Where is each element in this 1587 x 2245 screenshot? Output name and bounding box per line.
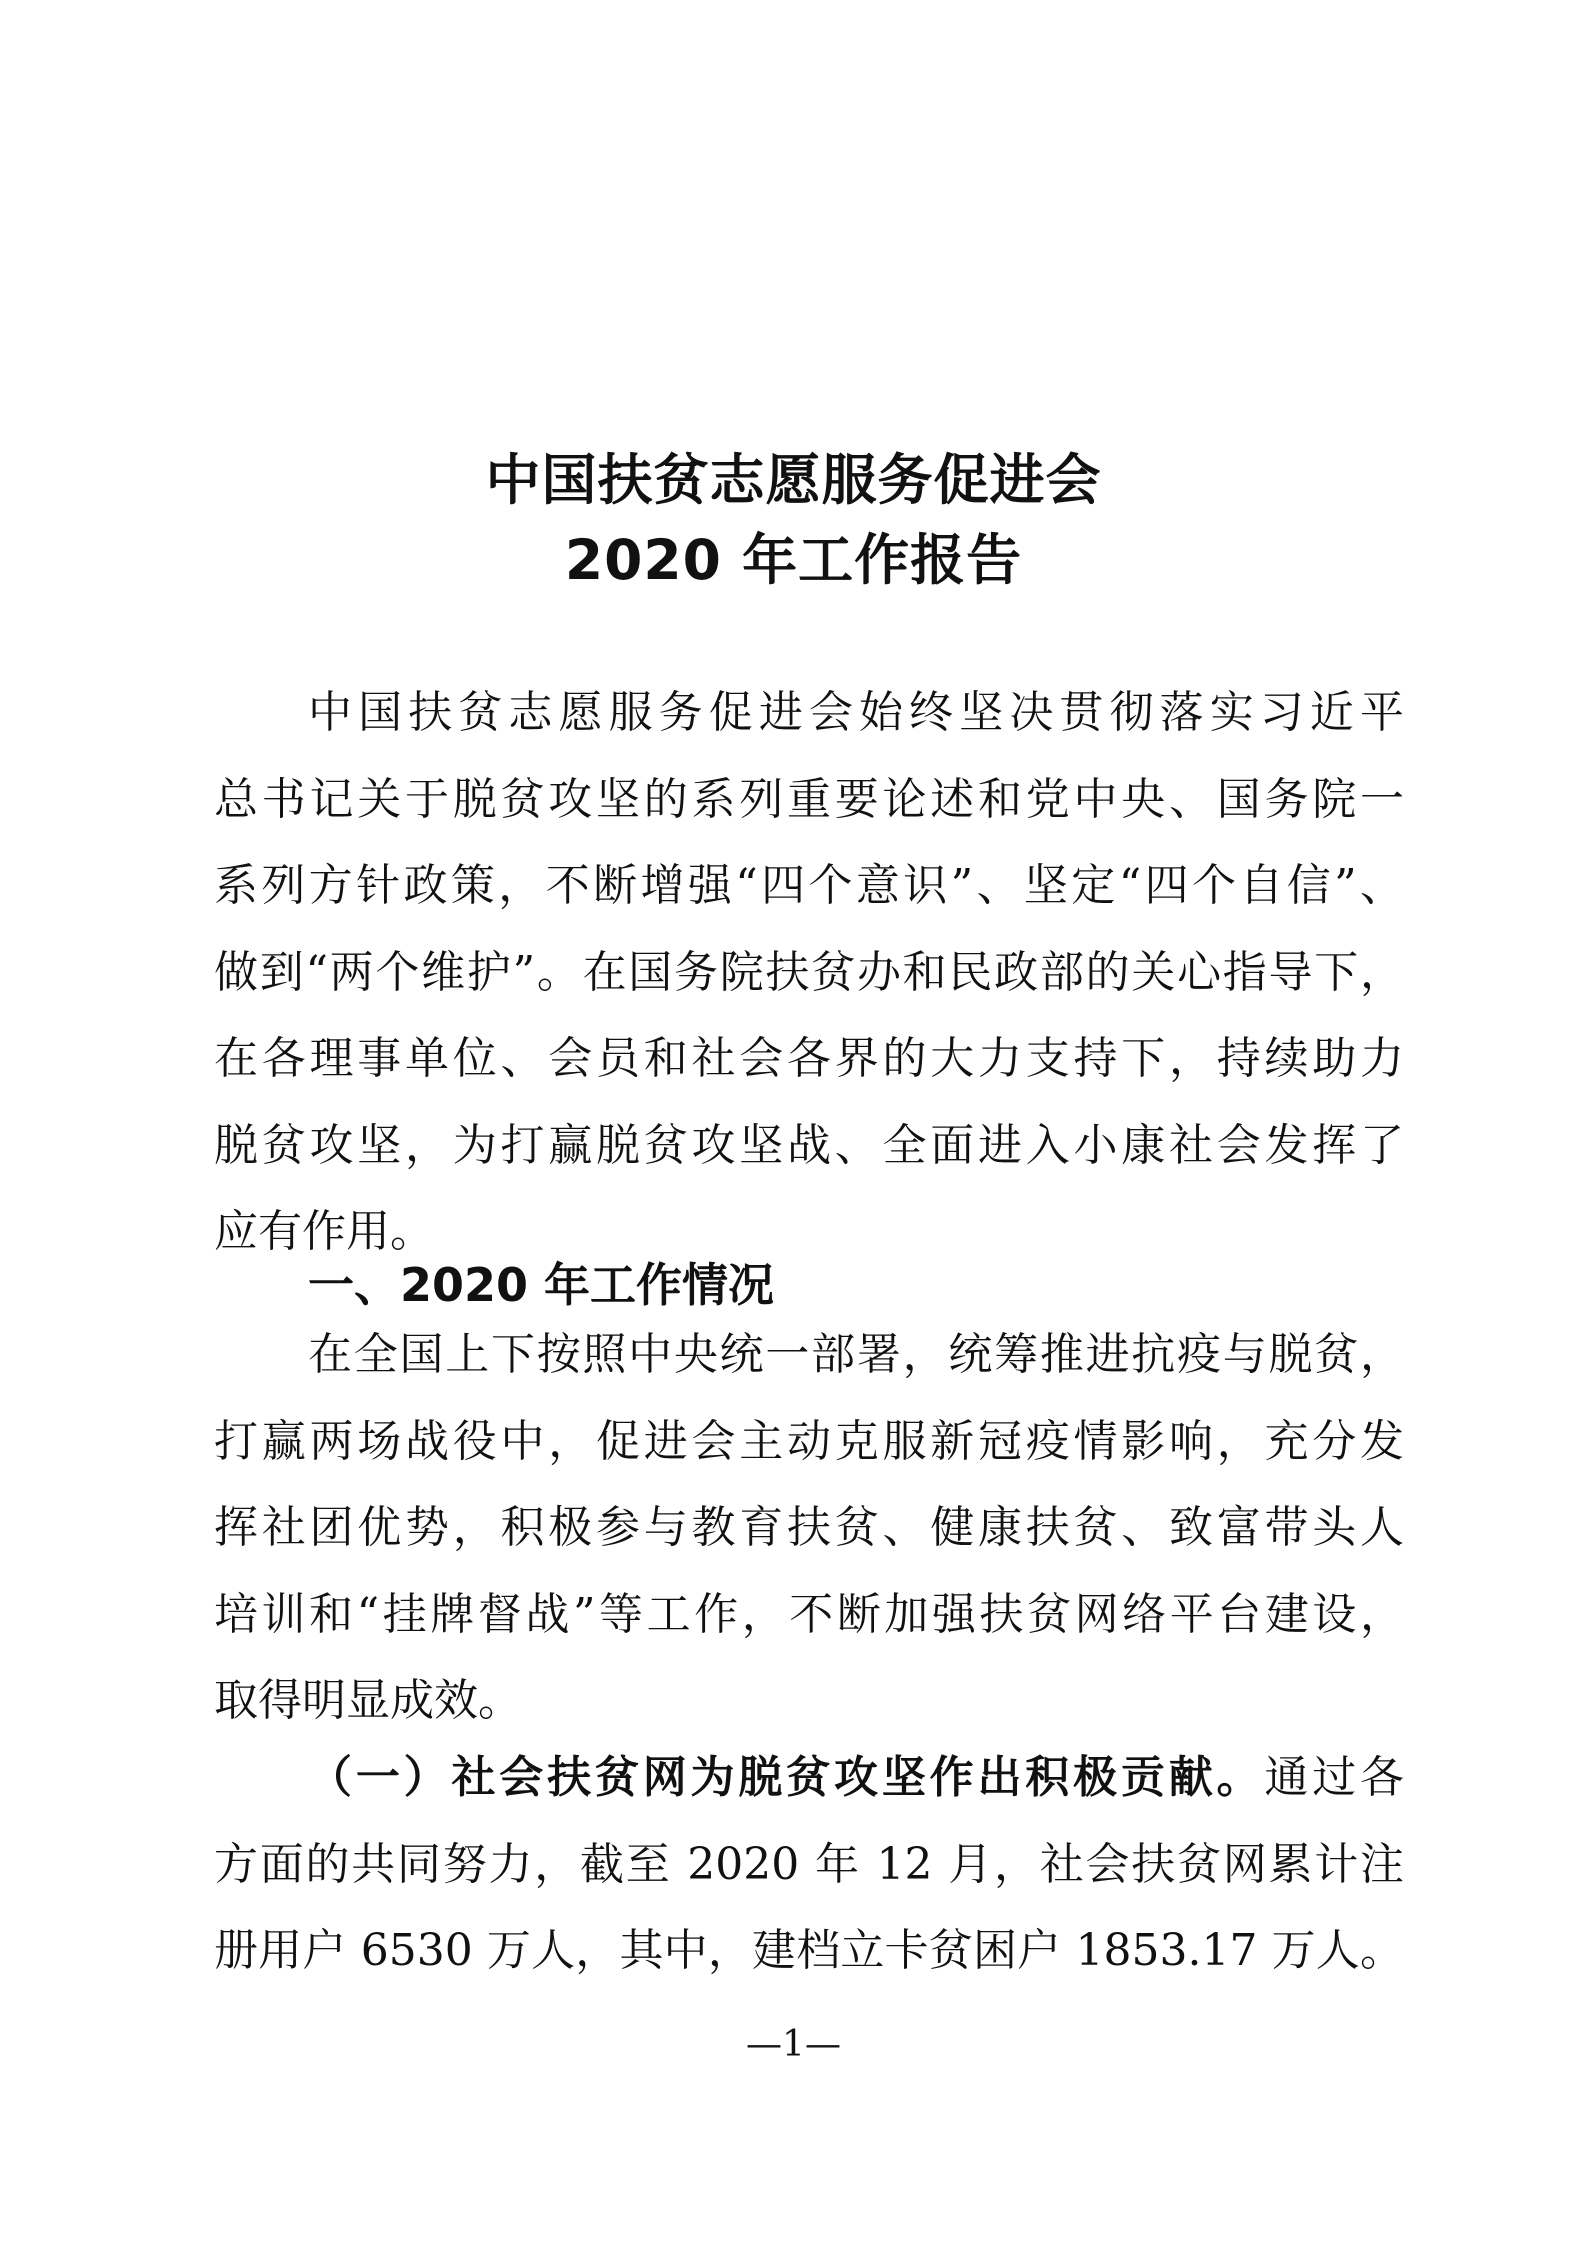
section1-line: 挥社团优势，积极参与教育扶贫、健康扶贫、致富带头人 [214, 1502, 1404, 1553]
intro-line: 总书记关于脱贫攻坚的系列重要论述和党中央、国务院一 [214, 773, 1404, 825]
intro-line: 在各理事单位、会员和社会各界的大力支持下，持续助力 [214, 1033, 1404, 1084]
intro-line: 应有作用。 [214, 1206, 434, 1257]
page-number: —1— [746, 2024, 841, 2065]
subsection1-line: 方面的共同努力，截至 2020 年 12 月，社会扶贫网累计注 [214, 1838, 1404, 1890]
intro-line: 脱贫攻坚，为打赢脱贫攻坚战、全面进入小康社会发挥了 [214, 1119, 1404, 1171]
subsection1-first-line [214, 1735, 1404, 1822]
section1-line: 打赢两场战役中，促进会主动克服新冠疫情影响，充分发 [214, 1415, 1404, 1467]
intro-line: 系列方针政策，不断增强“四个意识”、坚定“四个自信”、 [214, 860, 1404, 911]
document-title-line-1: 中国扶贫志愿服务促进会 [485, 448, 1102, 512]
section1-line: 取得明显成效。 [214, 1675, 522, 1726]
section1-paragraph [214, 1312, 1404, 1745]
subsection-heading-1: （一）社会扶贫网为脱贫攻坚作出积极贡献。 [308, 1752, 1265, 1803]
subsection1-line: 册用户 6530 万人，其中，建档立卡贫困户 1853.17 万人。 [214, 1925, 1404, 1976]
intro-line: 中国扶贫志愿服务促进会始终坚决贯彻落实习近平 [308, 687, 1404, 738]
subsection1-paragraph [214, 1735, 1404, 1995]
intro-paragraph [214, 670, 1404, 1276]
document-title-line-2: 2020 年工作报告 [564, 528, 1023, 592]
section1-line: 在全国上下按照中央统一部署，统筹推进抗疫与脱贫， [308, 1329, 1404, 1380]
section1-line: 培训和“挂牌督战”等工作，不断加强扶贫网络平台建设， [214, 1588, 1404, 1640]
intro-line: 做到“两个维护”。在国务院扶贫办和民政部的关心指导下， [214, 946, 1404, 998]
section-heading-1: 一、2020 年工作情况 [308, 1258, 775, 1312]
subsection1-line-rest: 通过各 [1264, 1752, 1405, 1803]
